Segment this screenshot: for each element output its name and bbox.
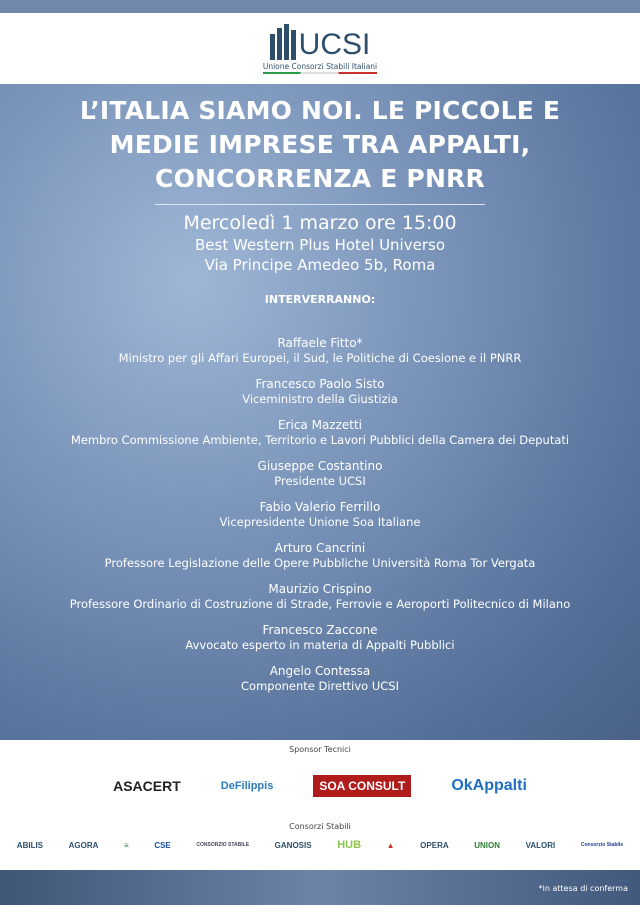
- consorzi-logos: [0, 839, 640, 851]
- hero: [0, 84, 640, 740]
- consorzio-logo: CSE: [154, 840, 171, 850]
- consorzio-logo: VALORI: [525, 840, 556, 850]
- speaker: [0, 336, 640, 377]
- logo-text: UCSI: [298, 27, 371, 61]
- speaker-role: Componente Direttivo UCSI: [241, 679, 399, 693]
- speaker-role: Ministro per gli Affari Europei, il Sud, le Politiche di Coesione e il PNRR: [118, 351, 522, 365]
- speaker-role: Membro Commissione Ambiente, Territorio e Lavori Pubblici della Camera dei Deputati: [70, 433, 570, 447]
- speaker-name: Fabio Valerio Ferrillo: [259, 500, 381, 514]
- ucsi-logo: [270, 24, 371, 60]
- speaker-name: Raffaele Fitto*: [277, 336, 363, 350]
- tech-sponsors-label: Sponsor Tecnici: [289, 745, 351, 754]
- speaker-name: Erica Mazzetti: [277, 418, 363, 432]
- event-venue: Best Western Plus Hotel Universo: [195, 236, 445, 254]
- speaker: [0, 582, 640, 623]
- confirmation-note: *in attesa di conferma: [538, 884, 628, 893]
- divider: [155, 204, 485, 205]
- speaker: [0, 418, 640, 459]
- consorzio-logo: ABILIS: [16, 840, 44, 850]
- speaker: [0, 459, 640, 500]
- consorzio-logo: HUB: [337, 839, 362, 851]
- speaker-name: Arturo Cancrini: [274, 541, 366, 555]
- buildings-icon: [270, 24, 296, 60]
- speaker-name: Giuseppe Costantino: [257, 459, 383, 473]
- speaker-role: Viceministro della Giustizia: [242, 392, 398, 406]
- speaker-role: Professore Ordinario di Costruzione di Strade, Ferrovie e Aeroporti Politecnico di Milano: [69, 597, 571, 611]
- logo-subtitle: Unione Consorzi Stabili Italiani: [263, 62, 377, 74]
- okappalti-logo: OkAppalti: [451, 777, 527, 794]
- header: [0, 13, 640, 84]
- event-title: L’ITALIA SIAMO NOI. LE PICCOLE E MEDIE IMPRESE TRA APPALTI, CONCORRENZA E PNRR: [79, 96, 561, 193]
- consorzio-logo: CONSORZIO STABILE: [196, 842, 250, 848]
- asacert-logo: ASACERT: [113, 778, 181, 794]
- speaker-role: Professore Legislazione delle Opere Pubbliche Università Roma Tor Vergata: [104, 556, 536, 570]
- speakers-heading: INTERVERRANNO:: [264, 293, 376, 306]
- consorzio-logo: Consorzio Stabile: [580, 842, 624, 848]
- consorzio-logo: OPERA: [420, 840, 449, 850]
- consorzi-label: Consorzi Stabili: [289, 822, 351, 831]
- event-date: Mercoledì 1 marzo ore 15:00: [183, 212, 457, 234]
- speakers-list: [0, 336, 640, 705]
- sponsors-section: [0, 740, 640, 870]
- speaker: [0, 623, 640, 664]
- top-strip: [0, 0, 640, 13]
- footer: [0, 870, 640, 905]
- speaker-name: Francesco Zaccone: [262, 623, 378, 637]
- speaker-role: Presidente UCSI: [274, 474, 366, 488]
- consorzio-logo: GANOSIS: [274, 840, 312, 850]
- speaker-role: Avvocato esperto in materia di Appalti Pubblici: [185, 638, 455, 652]
- speaker: [0, 541, 640, 582]
- speaker: [0, 664, 640, 705]
- speaker-name: Angelo Contessa: [269, 664, 371, 678]
- speaker: [0, 500, 640, 541]
- soa-consult-logo: SOA CONSULT: [313, 775, 411, 797]
- consorzio-logo: ▲: [386, 840, 395, 850]
- speaker-role: Vicepresidente Unione Soa Italiane: [219, 515, 421, 529]
- consorzio-logo: ≡: [124, 840, 129, 850]
- speaker-name: Francesco Paolo Sisto: [255, 377, 385, 391]
- speaker: [0, 377, 640, 418]
- defilippis-logo: DeFilippis: [220, 780, 274, 792]
- speaker-name: Maurizio Crispino: [268, 582, 372, 596]
- consorzio-logo: AGORA: [68, 840, 99, 850]
- consorzio-logo: UNION: [474, 840, 501, 850]
- event-address: Via Principe Amedeo 5b, Roma: [204, 256, 436, 274]
- tech-sponsors: [0, 760, 640, 812]
